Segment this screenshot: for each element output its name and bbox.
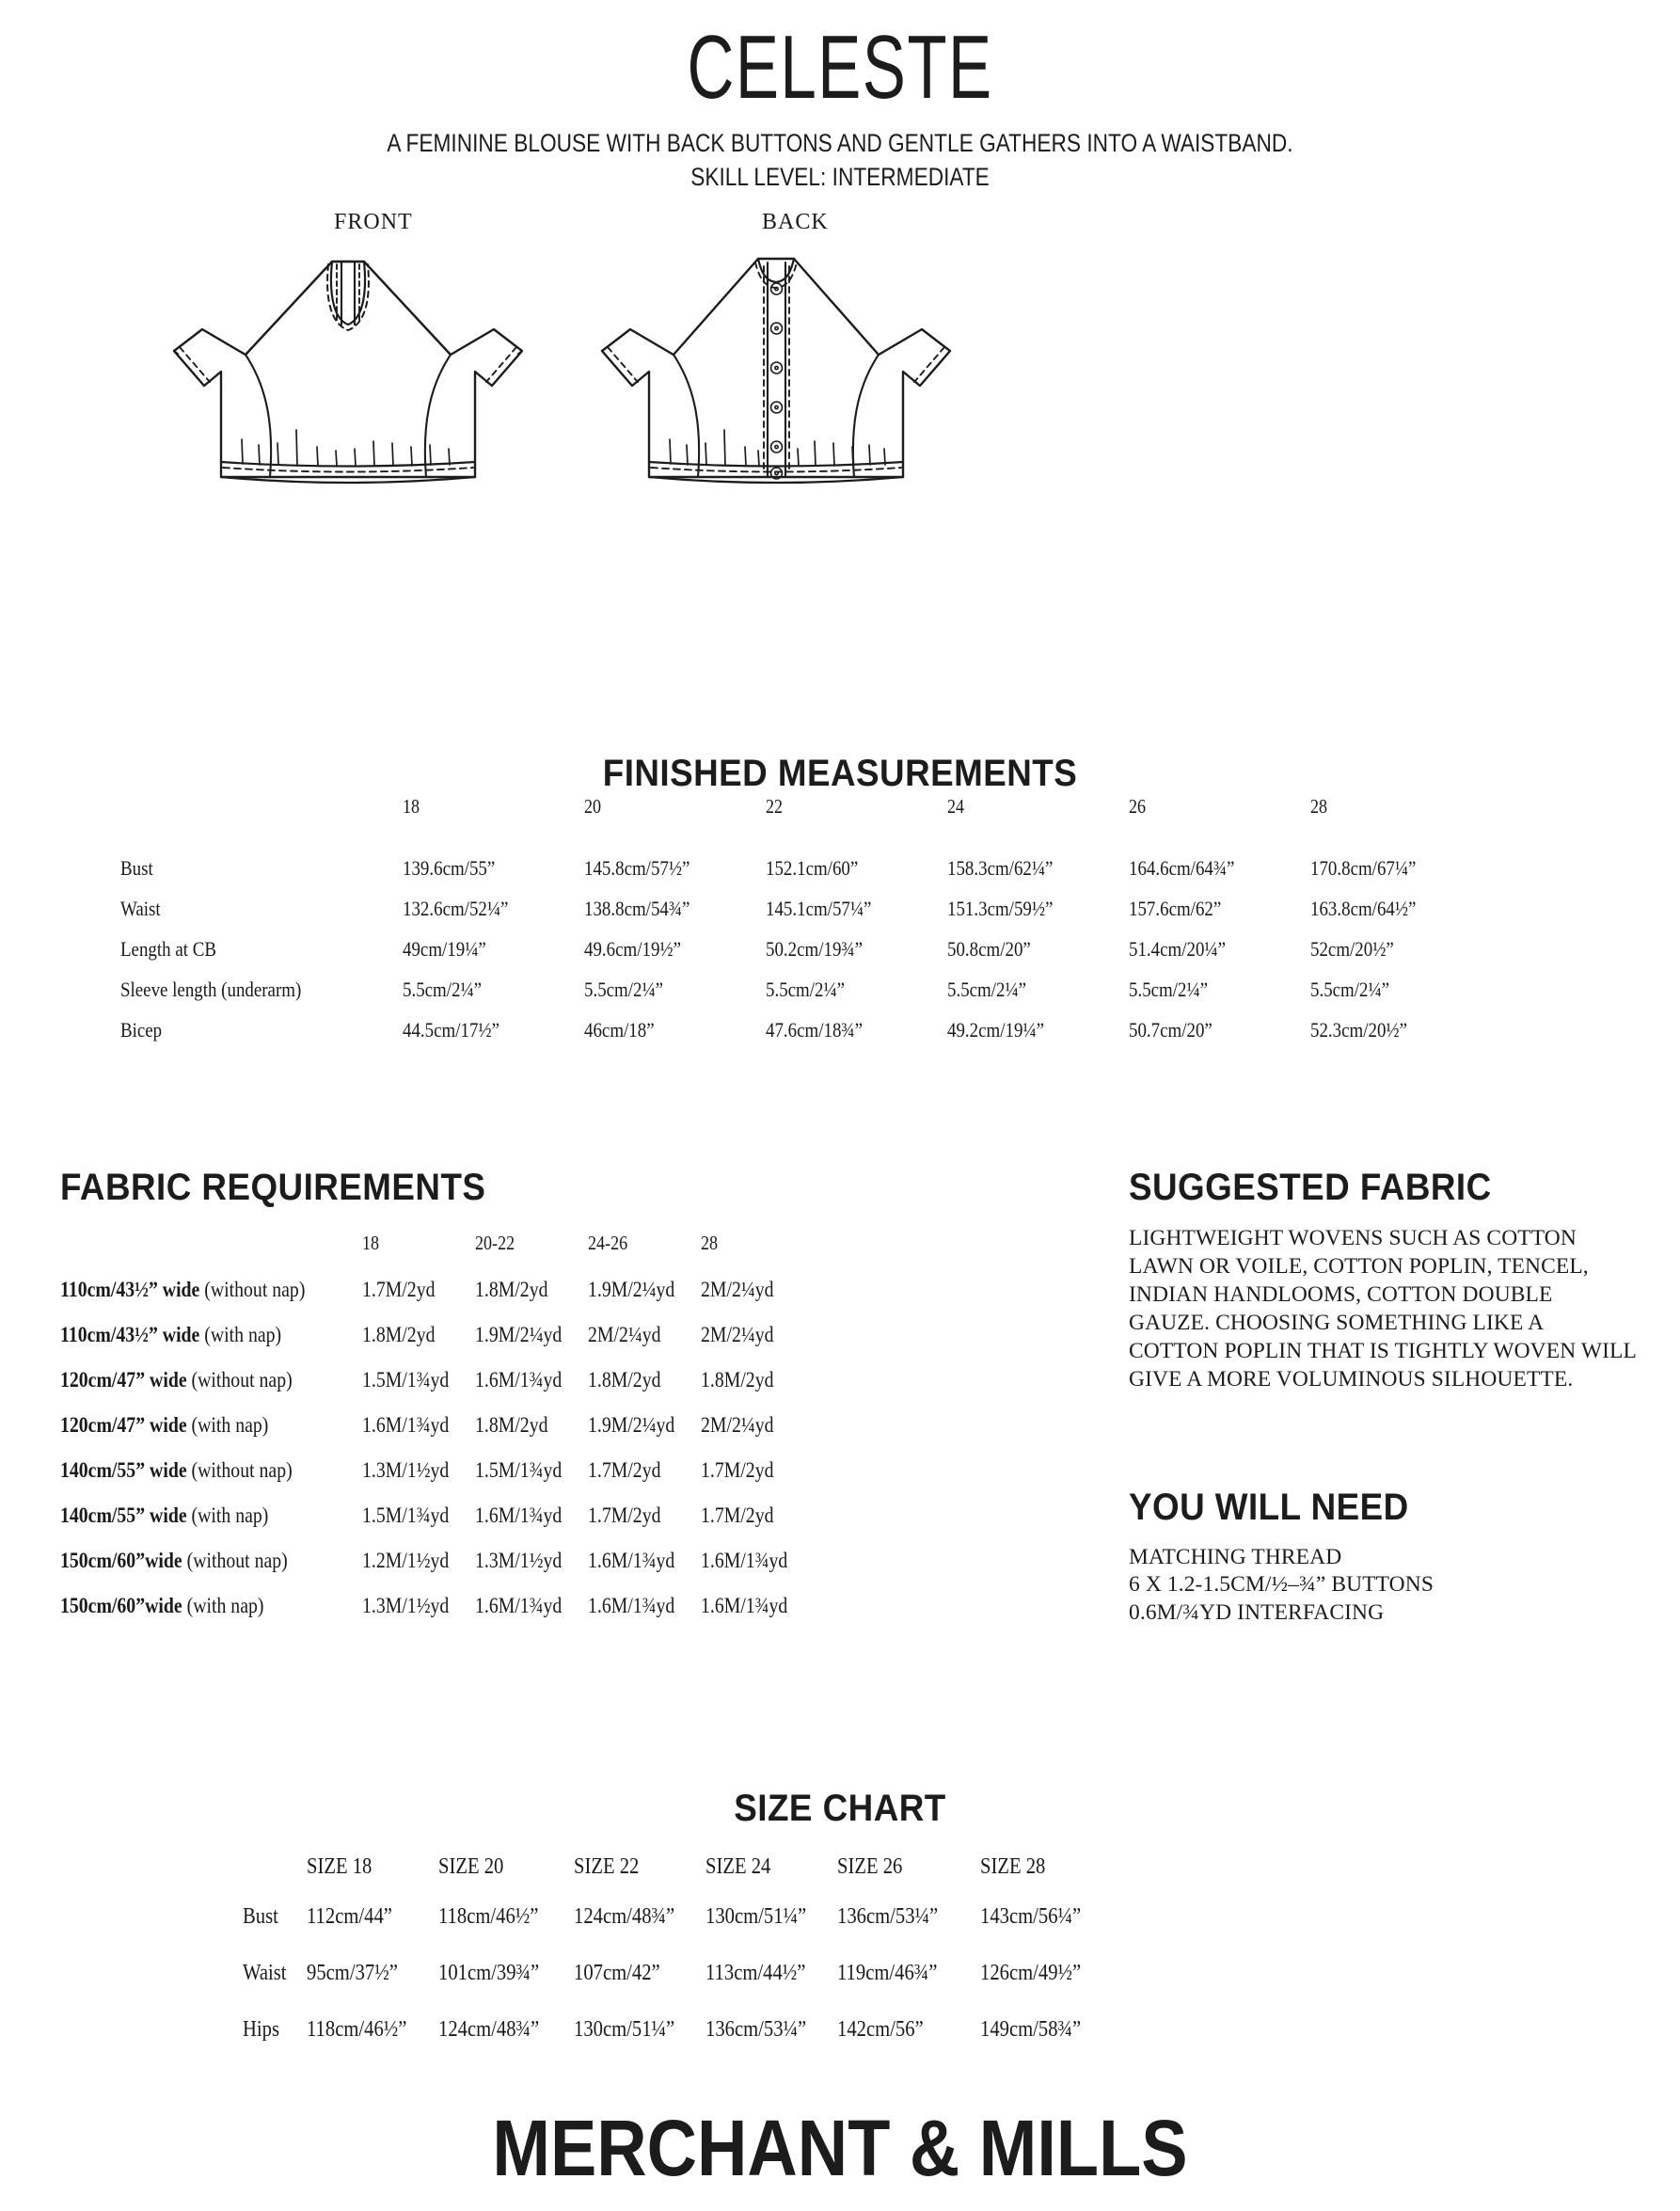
fabric-width-label: 120cm/47” wide: [60, 1413, 187, 1437]
table-row: [243, 1904, 1112, 1961]
cell-value: 145.8cm/57½”: [584, 856, 690, 880]
cell-value: 52.3cm/20½”: [1310, 1018, 1407, 1042]
nap-label: (with nap): [204, 1323, 282, 1346]
cell-value: 130cm/51¼”: [574, 2017, 675, 2042]
cell-value: 149cm/58¾”: [980, 2017, 1082, 2042]
fabric-width-label: 120cm/47” wide: [60, 1368, 187, 1392]
table-row: [60, 1323, 814, 1368]
table-header-row: [120, 795, 1439, 856]
column-header: 24: [947, 795, 965, 818]
cell-value: 1.7M/2yd: [361, 1278, 436, 1301]
size-chart-section: [0, 1788, 1680, 2074]
cell-value: 2M/2¼yd: [700, 1278, 774, 1301]
table-row: [120, 897, 1439, 937]
cell-value: 52cm/20½”: [1310, 937, 1394, 961]
nap-label: (with nap): [191, 1503, 269, 1527]
cell-value: 1.9M/2¼yd: [587, 1278, 675, 1301]
size-chart-heading: SIZE CHART: [734, 1788, 946, 1829]
cell-value: 1.7M/2yd: [700, 1503, 774, 1527]
cell-value: 152.1cm/60”: [766, 856, 859, 880]
suggested-fabric-heading: SUGGESTED FABRIC: [1129, 1167, 1492, 1208]
table-row: [120, 937, 1439, 978]
cell-value: 107cm/42”: [574, 1961, 660, 1985]
cell-value: 118cm/46½”: [438, 1904, 539, 1929]
table-row: [120, 978, 1439, 1018]
cell-value: 118cm/46½”: [307, 2017, 407, 2042]
row-label: Hips: [243, 2017, 279, 2042]
cell-value: 124cm/48¾”: [574, 1904, 675, 1929]
cell-value: 49.2cm/19¼”: [947, 1018, 1044, 1042]
cell-value: 101cm/39¾”: [438, 1961, 540, 1985]
cell-value: 44.5cm/17½”: [403, 1018, 499, 1042]
table-row: [243, 1961, 1112, 2017]
cell-value: 1.6M/1¾yd: [700, 1594, 788, 1617]
table-row: [60, 1368, 814, 1413]
row-label: Bust: [243, 1904, 278, 1929]
finished-measurements-heading: FINISHED MEASUREMENTS: [602, 753, 1078, 794]
cell-value: 164.6cm/64¾”: [1129, 856, 1235, 880]
fabric-width-label: 110cm/43½” wide: [60, 1278, 200, 1301]
cell-value: 1.5M/1¾yd: [474, 1458, 563, 1482]
row-label: Sleeve length (underarm): [120, 978, 302, 1001]
cell-value: 50.2cm/19¾”: [766, 937, 863, 961]
cell-value: 47.6cm/18¾”: [766, 1018, 863, 1042]
cell-value: 1.6M/1¾yd: [474, 1594, 563, 1617]
you-will-need-list: [1129, 1544, 1637, 1627]
cell-value: 112cm/44”: [307, 1904, 393, 1929]
cell-value: 119cm/46¾”: [837, 1961, 938, 1985]
column-header: SIZE 18: [307, 1854, 372, 1879]
cell-value: 51.4cm/20¼”: [1129, 937, 1226, 961]
cell-value: 1.5M/1¾yd: [361, 1368, 450, 1392]
subtitle-description: A FEMININE BLOUSE WITH BACK BUTTONS AND GENTLE GATHERS INTO A WAISTBAND.: [387, 129, 1293, 157]
cell-value: 1.5M/1¾yd: [361, 1503, 450, 1527]
cell-value: 163.8cm/64½”: [1310, 897, 1417, 920]
nap-label: (without nap): [191, 1458, 293, 1482]
nap-label: (without nap): [204, 1278, 306, 1301]
column-header: SIZE 22: [574, 1854, 640, 1879]
page-title: CELESTE: [687, 17, 993, 118]
column-header: 22: [766, 795, 784, 818]
cell-value: 130cm/51¼”: [705, 1904, 807, 1929]
cell-value: 142cm/56”: [837, 2017, 924, 2042]
finished-measurements-section: [0, 753, 1680, 1058]
nap-label: (with nap): [186, 1594, 264, 1617]
cell-value: 1.7M/2yd: [700, 1458, 774, 1482]
fabric-requirements-heading: FABRIC REQUIREMENTS: [60, 1167, 486, 1208]
cell-value: 113cm/44½”: [705, 1961, 806, 1985]
cell-value: 1.8M/2yd: [474, 1413, 548, 1437]
table-row: [60, 1503, 814, 1549]
page-header: [0, 0, 1680, 195]
subtitle-skill-level: SKILL LEVEL: INTERMEDIATE: [690, 163, 990, 192]
cell-value: 95cm/37½”: [307, 1961, 398, 1985]
fabric-width-label: 140cm/55” wide: [60, 1503, 187, 1527]
column-header: 24-26: [587, 1232, 627, 1254]
table-header-row: [243, 1854, 1112, 1904]
column-header: 20: [584, 795, 602, 818]
nap-label: (without nap): [186, 1549, 288, 1572]
column-header: 18: [361, 1232, 379, 1254]
front-view-label: FRONT: [334, 209, 413, 234]
cell-value: 50.7cm/20”: [1129, 1018, 1212, 1042]
column-header: SIZE 28: [980, 1854, 1046, 1879]
cell-value: 1.9M/2¼yd: [474, 1323, 563, 1346]
fabric-requirements-section: [60, 1167, 1076, 1639]
table-row: [60, 1413, 814, 1458]
cell-value: 5.5cm/2¼”: [1129, 978, 1209, 1001]
fabric-width-label: 110cm/43½” wide: [60, 1323, 200, 1346]
row-label: Waist: [120, 897, 161, 920]
cell-value: 151.3cm/59½”: [947, 897, 1054, 920]
fabric-width-label: 140cm/55” wide: [60, 1458, 187, 1482]
cell-value: 1.6M/1¾yd: [587, 1549, 675, 1572]
finished-measurements-table: [120, 795, 1439, 1058]
cell-value: 1.6M/1¾yd: [361, 1413, 450, 1437]
cell-value: 124cm/48¾”: [438, 2017, 540, 2042]
cell-value: 2M/2¼yd: [700, 1413, 774, 1437]
cell-value: 5.5cm/2¼”: [947, 978, 1027, 1001]
list-item: 0.6M/¾YD INTERFACING: [1129, 1599, 1385, 1625]
table-row: [60, 1594, 814, 1639]
cell-value: 139.6cm/55”: [403, 856, 496, 880]
table-row: [120, 1018, 1439, 1058]
column-header: 28: [700, 1232, 718, 1254]
cell-value: 1.3M/1½yd: [361, 1458, 450, 1482]
cell-value: 2M/2¼yd: [700, 1323, 774, 1346]
cell-value: 50.8cm/20”: [947, 937, 1031, 961]
cell-value: 1.3M/1½yd: [361, 1594, 450, 1617]
cell-value: 1.2M/1½yd: [361, 1549, 450, 1572]
cell-value: 1.8M/2yd: [361, 1323, 436, 1346]
column-header: 26: [1129, 795, 1147, 818]
cell-value: 136cm/53¼”: [705, 2017, 807, 2042]
cell-value: 138.8cm/54¾”: [584, 897, 690, 920]
cell-value: 5.5cm/2¼”: [403, 978, 483, 1001]
cell-value: 132.6cm/52¼”: [403, 897, 509, 920]
list-item: 6 X 1.2-1.5CM/½–¾” BUTTONS: [1129, 1572, 1434, 1598]
cell-value: 49.6cm/19½”: [584, 937, 681, 961]
cell-value: 1.8M/2yd: [587, 1368, 661, 1392]
row-label: Bust: [120, 856, 153, 880]
cell-value: 1.6M/1¾yd: [587, 1594, 675, 1617]
cell-value: 46cm/18”: [584, 1018, 655, 1042]
suggested-fabric-body: LIGHTWEIGHT WOVENS SUCH AS COTTON LAWN OR VOILE, COTTON POPLIN, TENCEL, INDIAN HANDLOOMS, COTTON DOUBLE GAUZE. CHOOSING SOMETHING LIKE A COTTON POPLIN THAT IS TIGHTLY WOVEN WILL GIVE A MORE VOLUMINOUS SILHOUETTE.: [1129, 1226, 1637, 1392]
cell-value: 1.7M/2yd: [587, 1458, 661, 1482]
cell-value: 1.9M/2¼yd: [587, 1413, 675, 1437]
row-label: Length at CB: [120, 937, 216, 961]
column-header: 18: [403, 795, 420, 818]
cell-value: 5.5cm/2¼”: [584, 978, 664, 1001]
brand-footer: [0, 2103, 1680, 2194]
row-label: Waist: [243, 1961, 287, 1985]
cell-value: 170.8cm/67¼”: [1310, 856, 1417, 880]
table-header-row: [60, 1232, 814, 1278]
you-will-need-section: [1129, 1487, 1637, 1627]
column-header: SIZE 24: [705, 1854, 771, 1879]
cell-value: 1.6M/1¾yd: [474, 1503, 563, 1527]
fabric-width-label: 150cm/60”wide: [60, 1549, 182, 1572]
table-row: [60, 1278, 814, 1323]
you-will-need-heading: YOU WILL NEED: [1129, 1487, 1409, 1528]
column-header: SIZE 20: [438, 1854, 504, 1879]
column-header: SIZE 26: [837, 1854, 903, 1879]
cell-value: 145.1cm/57¼”: [766, 897, 872, 920]
cell-value: 158.3cm/62¼”: [947, 856, 1054, 880]
cell-value: 1.3M/1½yd: [474, 1549, 563, 1572]
cell-value: 1.8M/2yd: [700, 1368, 774, 1392]
cell-value: 157.6cm/62”: [1129, 897, 1222, 920]
cell-value: 2M/2¼yd: [587, 1323, 661, 1346]
brand-name: MERCHANT & MILLS: [492, 2104, 1188, 2192]
technical-drawings: [0, 210, 1680, 516]
page-subtitle: [0, 126, 1680, 195]
cell-value: 5.5cm/2¼”: [1310, 978, 1390, 1001]
table-row: [243, 2017, 1112, 2074]
table-row: [120, 856, 1439, 897]
table-row: [60, 1549, 814, 1594]
back-flat-illustration: [583, 231, 1110, 513]
back-view-label: BACK: [762, 209, 829, 234]
size-chart-table: [243, 1854, 1112, 2074]
row-label: Bicep: [120, 1018, 163, 1042]
nap-label: (without nap): [191, 1368, 293, 1392]
cell-value: 1.6M/1¾yd: [474, 1368, 563, 1392]
column-header: 20-22: [474, 1232, 515, 1254]
cell-value: 1.6M/1¾yd: [700, 1549, 788, 1572]
cell-value: 5.5cm/2¼”: [766, 978, 846, 1001]
cell-value: 136cm/53¼”: [837, 1904, 939, 1929]
cell-value: 126cm/49½”: [980, 1961, 1082, 1985]
nap-label: (with nap): [191, 1413, 269, 1437]
cell-value: 49cm/19¼”: [403, 937, 486, 961]
cell-value: 1.7M/2yd: [587, 1503, 661, 1527]
fabric-requirements-table: [60, 1232, 814, 1639]
fabric-width-label: 150cm/60”wide: [60, 1594, 182, 1617]
column-header: 28: [1310, 795, 1328, 818]
table-row: [60, 1458, 814, 1503]
cell-value: 1.8M/2yd: [474, 1278, 548, 1301]
list-item: MATCHING THREAD: [1129, 1545, 1342, 1569]
suggested-fabric-section: [1129, 1167, 1637, 1416]
cell-value: 143cm/56¼”: [980, 1904, 1082, 1929]
